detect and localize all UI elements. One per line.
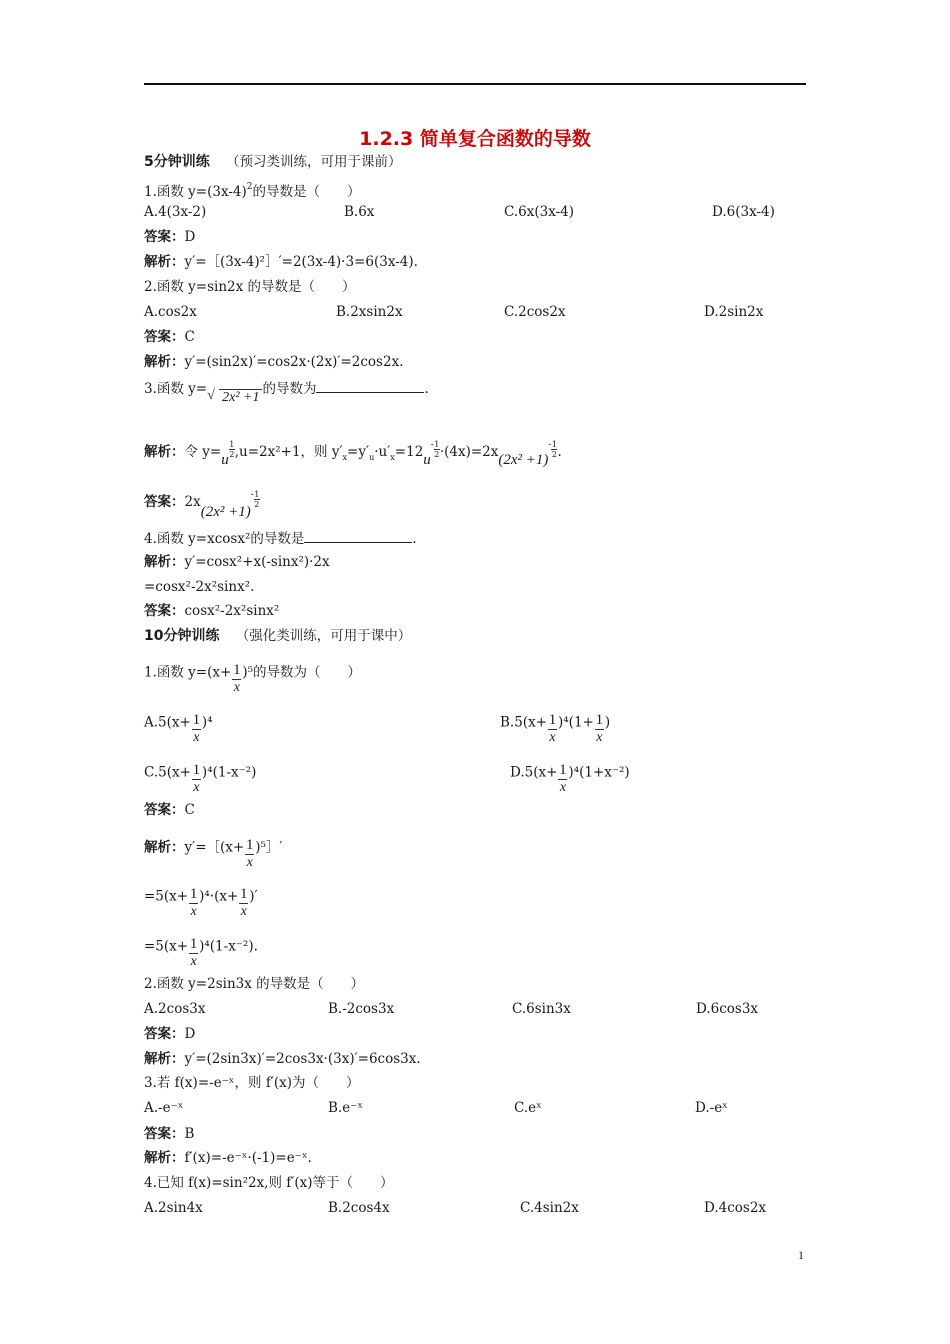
denominator: x bbox=[233, 680, 240, 695]
option-d: D.6cos3x bbox=[696, 1001, 759, 1017]
answer-blank bbox=[316, 378, 424, 393]
subscript-x: x bbox=[342, 453, 348, 462]
s2-q4-stem: 4.已知 f(x)=sin²2x,则 f′(x)等于（ ） bbox=[144, 1175, 394, 1191]
denominator: x bbox=[246, 855, 253, 870]
s1-q1-answer bbox=[144, 228, 195, 246]
numerator: 1 bbox=[189, 886, 198, 902]
opt-part: )⁴(1-x⁻²) bbox=[201, 764, 257, 781]
fraction-one-over-x bbox=[558, 763, 567, 795]
neg-sign: - bbox=[250, 490, 254, 500]
s1-q4-stem bbox=[144, 528, 417, 548]
s2-q3-answer bbox=[144, 1125, 194, 1143]
numerator: 1 bbox=[559, 762, 567, 778]
s2-q1-solution-line3 bbox=[144, 931, 258, 969]
s2-q2-answer bbox=[144, 1025, 195, 1043]
answer-part: 2x bbox=[184, 494, 201, 510]
s1-q3-answer bbox=[144, 486, 260, 520]
s1-q3-stem-b: 的导数为 bbox=[262, 381, 317, 397]
solution-text: y′=(sin2x)′=cos2x·(2x)′=2cos2x. bbox=[184, 354, 404, 370]
opt-part: )⁴(1+x⁻²) bbox=[568, 764, 630, 781]
s2-q1-option-a bbox=[144, 707, 213, 745]
answer-value: C bbox=[184, 802, 195, 818]
section-2-note: （强化类训练，可用于课中） bbox=[235, 628, 412, 644]
denominator: x bbox=[193, 730, 200, 745]
sol-part: )⁵］′ bbox=[255, 839, 283, 856]
page-title: 1.2.3 简单复合函数的导数 bbox=[359, 128, 591, 150]
section-1-heading: 5分钟训练 bbox=[144, 154, 210, 170]
sqrt-expression bbox=[207, 389, 262, 407]
opt-part: C.5(x+ bbox=[144, 764, 191, 781]
fraction-one-over-x bbox=[192, 713, 201, 745]
s1-q3-stem bbox=[144, 378, 429, 405]
subscript-u: u bbox=[369, 453, 375, 462]
s1-q2-answer bbox=[144, 328, 195, 346]
s1-q1-stem bbox=[144, 178, 361, 201]
answer-label: 答案： bbox=[144, 603, 185, 619]
sol-part: )⁴·(x+ bbox=[199, 888, 239, 905]
option-a: A.2sin4x bbox=[144, 1200, 203, 1216]
solution-label: 解析： bbox=[144, 839, 185, 856]
option-c: C.6x(3x-4) bbox=[504, 204, 574, 220]
sol-part: ·(4x)=2x bbox=[439, 444, 499, 460]
s1-q3-stem-a: 3.函数 y= bbox=[144, 381, 208, 397]
s2-q1-solution bbox=[144, 832, 283, 870]
sol-u: u bbox=[221, 452, 229, 468]
opt-part: A.5(x+ bbox=[144, 714, 191, 731]
option-b: B.e⁻ˣ bbox=[328, 1100, 364, 1116]
subscript-x: x bbox=[390, 453, 395, 462]
numerator: 1 bbox=[189, 936, 198, 952]
answer-value: C bbox=[184, 329, 195, 345]
s2-q2-solution bbox=[144, 1050, 421, 1068]
s1-q1-stem-sup: 2 bbox=[246, 182, 253, 192]
option-c: C.6sin3x bbox=[512, 1001, 571, 1017]
sol-part: =12 bbox=[394, 444, 424, 460]
s1-q2-stem: 2.函数 y=sin2x 的导数是（ ） bbox=[144, 279, 356, 295]
option-d: D.6(3x-4) bbox=[712, 204, 775, 220]
s2-q1-option-c bbox=[144, 757, 257, 795]
numerator: 1 bbox=[240, 886, 248, 902]
half-numerator: 1 bbox=[551, 440, 558, 449]
half-numerator: 1 bbox=[434, 440, 440, 449]
solution-label: 解析： bbox=[144, 254, 185, 270]
denominator: x bbox=[190, 954, 197, 969]
stem-part: )⁵的导数为（ ） bbox=[242, 664, 361, 681]
solution-label: 解析： bbox=[144, 1150, 185, 1166]
header-rule bbox=[144, 83, 806, 85]
s2-q2-stem: 2.函数 y=2sin3x 的导数是（ ） bbox=[144, 976, 365, 992]
solution-label: 解析： bbox=[144, 1051, 185, 1067]
s1-q1-stem-a: 1.函数 y=(3x-4) bbox=[144, 184, 247, 200]
s2-q3-solution bbox=[144, 1149, 312, 1167]
option-d: D.2sin2x bbox=[704, 304, 764, 320]
s1-q4-answer bbox=[144, 602, 279, 620]
numerator: 1 bbox=[233, 662, 241, 678]
answer-label: 答案： bbox=[144, 1126, 185, 1142]
s1-q4-solution bbox=[144, 553, 330, 571]
answer-label: 答案： bbox=[144, 494, 185, 510]
option-a: A.2cos3x bbox=[144, 1001, 206, 1017]
neg-sign: - bbox=[548, 440, 552, 450]
fraction-one-over-x bbox=[189, 887, 198, 919]
fraction-one-over-x bbox=[192, 763, 201, 795]
sol-part: )′ bbox=[249, 888, 258, 905]
fraction-one-over-x bbox=[245, 838, 254, 870]
s2-q4-options bbox=[144, 1199, 806, 1217]
s1-q2-solution bbox=[144, 353, 403, 371]
half-denominator: 2 bbox=[434, 450, 440, 459]
s1-q1-stem-b: 的导数是（ ） bbox=[252, 184, 361, 200]
answer-label: 答案： bbox=[144, 802, 185, 818]
denominator: x bbox=[240, 904, 247, 919]
s2-q1-stem bbox=[144, 657, 361, 695]
solution-text: y′=［(3x-4)²］′=2(3x-4)·3=6(3x-4). bbox=[184, 254, 418, 270]
s1-q1-solution bbox=[144, 253, 418, 271]
option-a: A.cos2x bbox=[144, 304, 197, 320]
s2-q3-stem: 3.若 f(x)=-e⁻ˣ，则 f′(x)为（ ） bbox=[144, 1075, 360, 1091]
numerator: 1 bbox=[245, 837, 254, 853]
fraction-one-over-x bbox=[189, 937, 198, 969]
s1-q4-stem-text: 4.函数 y=xcosx²的导数是 bbox=[144, 531, 305, 547]
sol-end: . bbox=[557, 444, 562, 460]
opt-part: D.5(x+ bbox=[510, 764, 558, 781]
radical-sign: √ bbox=[207, 388, 215, 403]
denominator: x bbox=[549, 730, 556, 745]
answer-value: B bbox=[184, 1126, 195, 1142]
numerator: 1 bbox=[192, 762, 201, 778]
fraction-one-over-x bbox=[232, 663, 241, 695]
half-denominator: 2 bbox=[551, 450, 558, 459]
answer-blank bbox=[304, 528, 412, 543]
solution-label: 解析： bbox=[144, 554, 185, 570]
s1-q4-solution-line2: =cosx²-2x²sinx². bbox=[144, 579, 255, 595]
sol-part: =5(x+ bbox=[144, 888, 189, 905]
denominator: x bbox=[559, 780, 567, 795]
answer-value: D bbox=[184, 1026, 196, 1042]
denominator: x bbox=[193, 780, 200, 795]
opt-part: B.5(x+ bbox=[500, 714, 547, 731]
opt-part: )⁴(1+ bbox=[558, 714, 594, 731]
page-number: 1 bbox=[798, 1248, 804, 1262]
option-b: B.6x bbox=[344, 204, 375, 220]
s2-q1-option-d bbox=[510, 757, 630, 795]
s2-q2-options bbox=[144, 1000, 806, 1018]
s1-q3-solution bbox=[144, 436, 562, 467]
option-b: B.2xsin2x bbox=[336, 304, 403, 320]
fraction-one-over-x bbox=[239, 887, 248, 919]
solution-label: 解析： bbox=[144, 444, 185, 460]
numerator: 1 bbox=[192, 712, 201, 728]
sol-part: =5(x+ bbox=[144, 938, 189, 955]
answer-value: cosx²-2x²sinx² bbox=[184, 603, 280, 619]
answer-label: 答案： bbox=[144, 1026, 185, 1042]
option-a: A.-e⁻ˣ bbox=[144, 1100, 184, 1116]
option-c: C.2cos2x bbox=[504, 304, 566, 320]
numerator: 1 bbox=[595, 712, 604, 728]
half-denominator: 2 bbox=[254, 500, 260, 509]
sol-part: =y′ bbox=[347, 444, 370, 460]
s1-q2-options bbox=[144, 303, 806, 321]
opt-part: )⁴ bbox=[201, 714, 213, 731]
answer-paren: (2x² +1) bbox=[200, 504, 251, 520]
section-1-note: （预习类训练，可用于课前） bbox=[226, 154, 402, 170]
answer-label: 答案： bbox=[144, 229, 185, 245]
solution-text: y′=(2sin3x)′=2cos3x·(3x)′=6cos3x. bbox=[184, 1051, 421, 1067]
sol-paren: (2x² +1) bbox=[498, 452, 549, 468]
s1-q3-stem-end: . bbox=[424, 381, 429, 397]
solution-text: f′(x)=-e⁻ˣ·(-1)=e⁻ˣ. bbox=[184, 1150, 312, 1166]
s2-q1-solution-line2 bbox=[144, 881, 258, 919]
fraction-one-over-x bbox=[548, 713, 557, 745]
numerator: 1 bbox=[548, 712, 557, 728]
s2-q3-options bbox=[144, 1099, 806, 1117]
solution-label: 解析： bbox=[144, 354, 185, 370]
sol-part: ·u′ bbox=[374, 444, 391, 460]
sol-part: ,u=2x²+1，则 y′ bbox=[234, 444, 343, 460]
denominator: x bbox=[190, 904, 197, 919]
sol-u: u bbox=[423, 452, 431, 468]
option-a: A.4(3x-2) bbox=[144, 204, 207, 220]
option-c: C.4sin2x bbox=[520, 1200, 579, 1216]
half-numerator: 1 bbox=[229, 440, 235, 449]
half-denominator: 2 bbox=[229, 450, 235, 459]
s1-q4-stem-end: . bbox=[412, 531, 417, 547]
s1-q1-options bbox=[144, 203, 806, 221]
half-numerator: 1 bbox=[254, 490, 260, 499]
neg-sign: - bbox=[430, 440, 434, 450]
section-2-heading: 10分钟训练 bbox=[144, 628, 220, 644]
sol-part: 令 y= bbox=[184, 444, 222, 460]
option-d: D.-eˣ bbox=[695, 1100, 728, 1116]
radicand: 2x² +1 bbox=[219, 389, 262, 405]
opt-part: ) bbox=[604, 714, 611, 731]
exponent-half bbox=[254, 490, 260, 509]
option-c: C.eˣ bbox=[514, 1100, 542, 1116]
denominator: x bbox=[596, 730, 603, 745]
section-2-header bbox=[144, 627, 411, 645]
fraction-one-over-x bbox=[595, 713, 604, 745]
answer-value: D bbox=[184, 229, 196, 245]
option-d: D.4cos2x bbox=[704, 1200, 767, 1216]
solution-text: y′=cosx²+x(-sinx²)·2x bbox=[184, 554, 330, 570]
section-1-header bbox=[144, 153, 402, 171]
s2-q1-answer bbox=[144, 801, 195, 819]
s2-q1-option-b bbox=[500, 707, 611, 745]
option-b: B.2cos4x bbox=[328, 1200, 390, 1216]
sol-part: y′=［(x+ bbox=[184, 839, 245, 856]
stem-part: 1.函数 y=(x+ bbox=[144, 664, 232, 681]
option-b: B.-2cos3x bbox=[328, 1001, 395, 1017]
sol-part: )⁴(1-x⁻²). bbox=[199, 938, 258, 955]
answer-label: 答案： bbox=[144, 329, 185, 345]
